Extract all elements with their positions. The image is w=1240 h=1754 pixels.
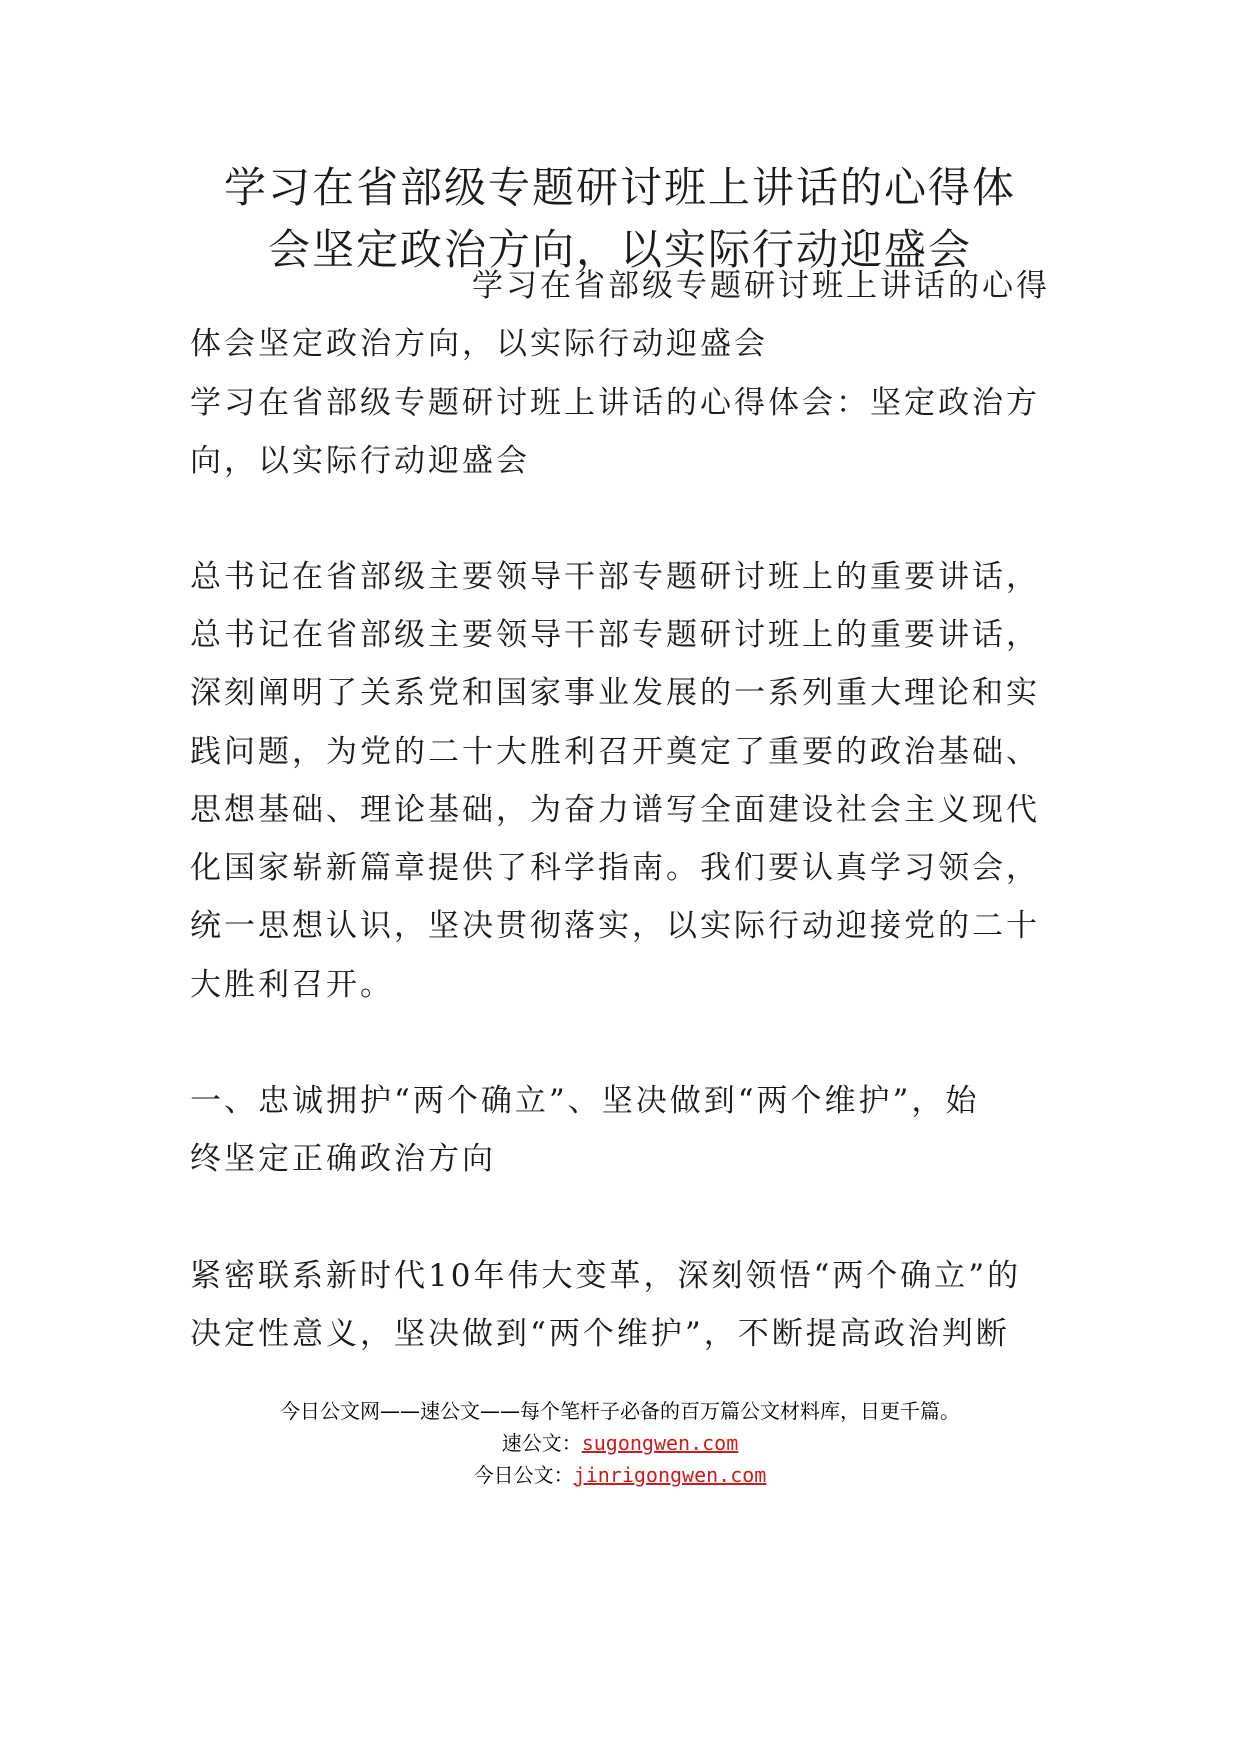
footer-slogan: 今日公文网——速公文——每个笔杆子必备的百万篇公文材料库，日更千篇。 <box>280 1399 960 1423</box>
sugongwen-link[interactable]: sugongwen.com <box>581 1431 739 1455</box>
body-line: 践问题，为党的二十大胜利召开奠定了重要的政治基础、 <box>190 734 1040 770</box>
footer-link-1-label: 速公文： <box>501 1431 582 1455</box>
body-line: 化国家崭新篇章提供了科学指南。我们要认真学习领会， <box>190 850 1040 886</box>
document-title-line-2: 会坚定政治方向，以实际行动迎盛会 <box>267 225 972 274</box>
body-line: 深刻阐明了关系党和国家事业发展的一系列重大理论和实 <box>190 675 1040 711</box>
body-line: 紧密联系新时代10年伟大变革，深刻领悟“两个确立”的 <box>190 1258 1022 1294</box>
subtitle-line: 体会坚定政治方向，以实际行动迎盛会 <box>190 326 768 362</box>
body-line: 总书记在省部级主要领导干部专题研讨班上的重要讲话， <box>190 617 1040 653</box>
body-line: 向，以实际行动迎盛会 <box>190 443 530 479</box>
section-heading-line: 一、忠诚拥护“两个确立”、坚决做到“两个维护”，始 <box>190 1083 980 1119</box>
body-line: 学习在省部级专题研讨班上讲话的心得体会：坚定政治方 <box>190 385 1040 421</box>
body-line: 总书记在省部级主要领导干部专题研讨班上的重要讲话， <box>190 559 1040 595</box>
section-heading-line: 终坚定正确政治方向 <box>190 1141 496 1177</box>
body-line: 统一思想认识，坚决贯彻落实，以实际行动迎接党的二十 <box>190 908 1040 944</box>
jinrigongwen-link[interactable]: jinrigongwen.com <box>573 1463 767 1487</box>
body-line: 大胜利召开。 <box>190 967 394 1003</box>
footer-link-row-1 <box>0 1428 1240 1458</box>
body-line: 思想基础、理论基础，为奋力谱写全面建设社会主义现代 <box>190 792 1040 828</box>
subtitle-line: 学习在省部级专题研讨班上讲话的心得 <box>472 268 1050 304</box>
body-line: 决定性意义，坚决做到“两个维护”，不断提高政治判断 <box>190 1316 1010 1352</box>
footer-link-2-label: 今日公文： <box>473 1463 574 1487</box>
footer-link-row-2 <box>0 1460 1240 1490</box>
document-title-line-1: 学习在省部级专题研讨班上讲话的心得体 <box>223 163 1016 212</box>
